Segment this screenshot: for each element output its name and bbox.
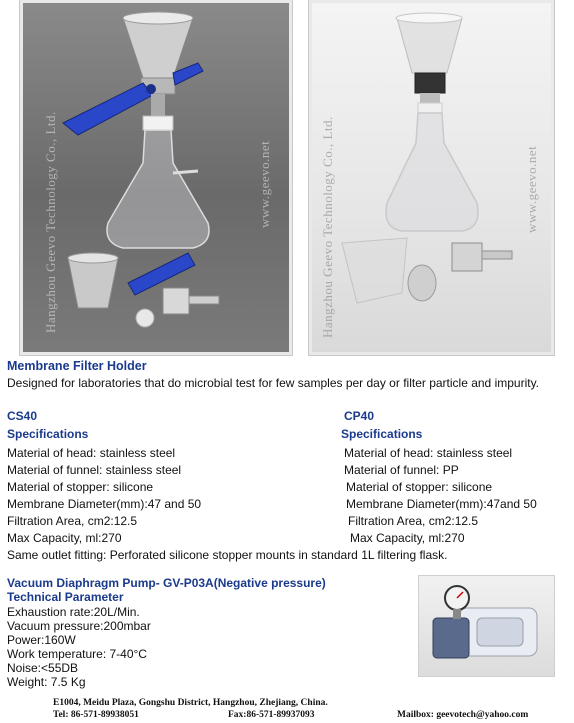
cs40-spec-item: Filtration Area, cm2:12.5 [7,514,138,528]
footer-address: E1004, Meidu Plaza, Gongshu District, Hangzhou, Zhejiang, China. [53,698,328,708]
pump-param-heading: Technical Parameter [7,590,124,604]
cp40-spec-item: Max Capacity, ml:270 [350,531,465,545]
pump-title: Vacuum Diaphragm Pump- GV-P03A(Negative pressure) [7,576,326,590]
pump-param-item: Vacuum pressure:200mbar [7,619,151,633]
cs40-product-photo [20,0,292,355]
footer-mailbox: Mailbox: geevotech@yahoo.com [397,710,529,720]
footer-tel: Tel: 86-571-89938051 [53,710,139,720]
cp40-product-photo [309,0,554,355]
pump-param-item: Weight: 7.5 Kg [7,675,86,689]
cs40-spec-item: Material of funnel: stainless steel [7,463,182,477]
footer-fax: Fax:86-571-89937093 [228,710,315,720]
right-watermark-company: Hangzhou Geevo Technology Co., Ltd. [320,116,335,338]
right-watermark-url: www.geevo.net [524,145,539,233]
filter-holder-description: Designed for laboratories that do microbial test for few samples per day or filter particle and impurity. [7,376,540,390]
cs40-model: CS40 [7,409,38,423]
left-watermark-company: Hangzhou Geevo Technology Co., Ltd. [43,111,58,333]
cs40-spec-item: Material of stopper: silicone [7,480,154,494]
pump-param-item: Work temperature: 7-40°C [7,647,147,661]
pump-param-item: Noise:<55DB [7,661,79,675]
cp40-model: CP40 [344,409,375,423]
left-watermark-url: www.geevo.net [257,140,272,228]
cp40-spec-heading: Specifications [341,427,423,441]
cp40-spec-item: Material of funnel: PP [344,463,459,477]
cs40-spec-item: Membrane Diameter(mm):47 and 50 [7,497,202,511]
cp40-spec-item: Filtration Area, cm2:12.5 [348,514,479,528]
pump-param-item: Exhaustion rate:20L/Min. [7,605,140,619]
pump-illustration [419,576,554,676]
cp40-spec-item: Material of head: stainless steel [344,446,513,460]
pump-product-photo [418,575,555,677]
cs40-illustration [23,3,289,352]
pump-param-item: Power:160W [7,633,76,647]
cp40-spec-item: Membrane Diameter(mm):47and 50 [346,497,537,511]
cs40-spec-item: Material of head: stainless steel [7,446,176,460]
outlet-note: Same outlet fitting: Perforated silicone stopper mounts in standard 1L filtering flask. [7,548,448,562]
filter-holder-title: Membrane Filter Holder [7,359,147,373]
cp40-spec-item: Material of stopper: silicone [346,480,493,494]
cp40-illustration [312,3,551,352]
cs40-spec-heading: Specifications [7,427,89,441]
cs40-spec-item: Max Capacity, ml:270 [7,531,122,545]
